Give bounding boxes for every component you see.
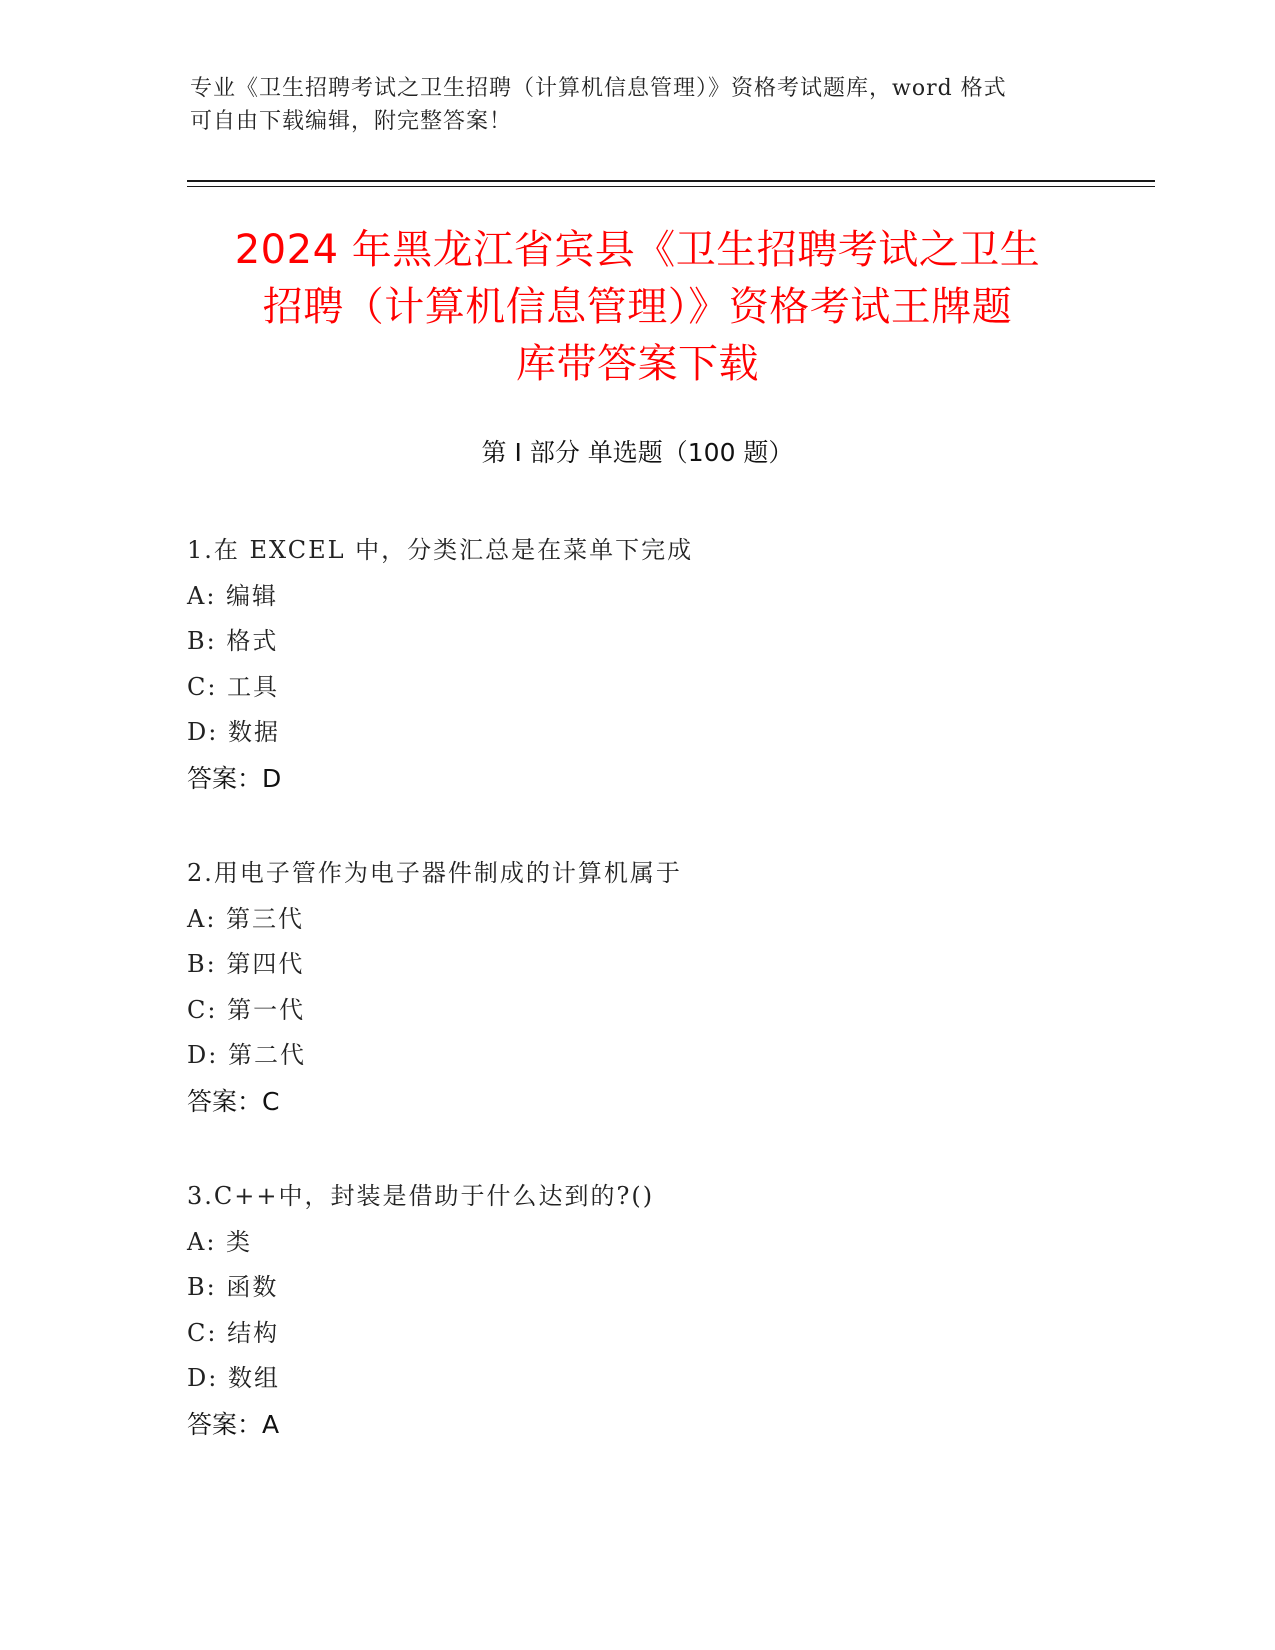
- option-a: A: 类: [187, 1227, 253, 1256]
- option-d: D: 第二代: [187, 1041, 306, 1069]
- document-title-line-2: 招聘（计算机信息管理）》资格考试王牌题: [262, 284, 1013, 330]
- document-title-line-3: 库带答案下载: [516, 341, 759, 387]
- header-note-line-1: 专业《卫生招聘考试之卫生招聘（计算机信息管理）》资格考试题库，word 格式: [190, 76, 1007, 101]
- option-d: D: 数据: [187, 718, 280, 746]
- question-list: [187, 528, 1137, 1497]
- section-heading: 第 I 部分 单选题（100 题）: [481, 438, 794, 467]
- option-b: B: 函数: [187, 1273, 279, 1301]
- option-b: B: 格式: [187, 627, 279, 655]
- question-stem: 3.C++中，封装是借助于什么达到的?(): [187, 1182, 655, 1210]
- header-divider-thin: [187, 186, 1155, 187]
- option-c: C: 第一代: [187, 995, 306, 1024]
- option-a: A: 第三代: [187, 904, 305, 933]
- question-2: [187, 851, 1137, 1124]
- question-1: [187, 528, 1137, 801]
- option-d: D: 数组: [187, 1364, 280, 1392]
- header-note-line-2: 可自由下载编辑，附完整答案！: [190, 109, 513, 134]
- question-stem: 2.用电子管作为电子器件制成的计算机属于: [187, 859, 682, 887]
- option-b: B: 第四代: [187, 950, 305, 978]
- answer: 答案：D: [187, 763, 282, 793]
- answer: 答案：A: [187, 1409, 280, 1439]
- option-c: C: 工具: [187, 672, 280, 701]
- answer: 答案：C: [187, 1086, 280, 1116]
- question-stem: 1.在 EXCEL 中，分类汇总是在菜单下完成: [187, 536, 694, 564]
- question-3: [187, 1174, 1137, 1447]
- document-title: [130, 222, 1145, 393]
- header-note: [190, 72, 1090, 138]
- option-a: A: 编辑: [187, 581, 279, 610]
- option-c: C: 结构: [187, 1318, 280, 1347]
- document-title-line-1: 2024 年黑龙江省宾县《卫生招聘考试之卫生: [234, 227, 1041, 273]
- header-divider-thick: [187, 180, 1155, 182]
